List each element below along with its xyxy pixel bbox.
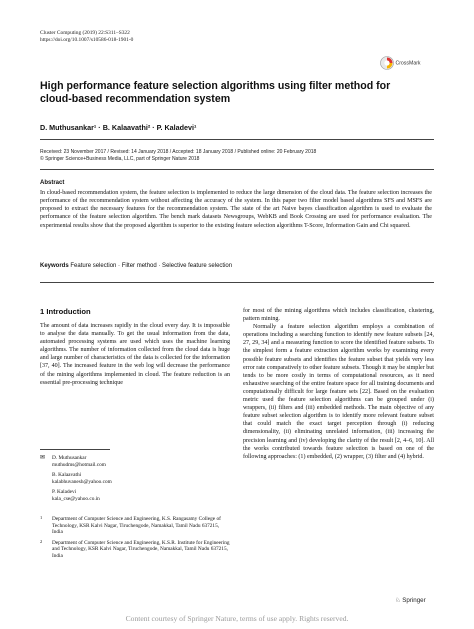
keywords-divider: [40, 282, 434, 283]
author-contact-name: B. Kalaavathi: [52, 472, 82, 479]
keywords-label: Keywords: [40, 263, 69, 269]
abstract-text: In cloud-based recommendation system, the feature selection is implemented to reduce the large dimension of the cloud data. The feature selection increases the performance of the recommendation system without affecting the accuracy of the system. In this paper two filter model based algorithms SFS and MSFS are proposed to extract the necessary features for the recommendation system. The state of the art Naive bayes classification algorithm is used to evaluate the performance of the feature selection algorithm. The bench mark datasets Newsgroups, WebKB and Book Crossing are used for performance evaluation. The experimental results show that the proposed algorithm is superior to the existing feature selection algorithms T-Score, Information Gain and Chi squared.: [40, 190, 432, 229]
affiliation-number: 1: [40, 515, 43, 520]
keywords-text: Feature selection · Filter method · Selective feature selection: [70, 263, 233, 269]
springer-horse-icon: ♘: [395, 597, 401, 604]
keywords-line: [40, 263, 432, 269]
author-contact-name: D. Muthusankar: [52, 455, 87, 461]
section-heading-introduction: 1 Introduction: [40, 307, 91, 316]
author-contact: [40, 455, 230, 468]
abstract-heading: Abstract: [40, 180, 65, 186]
crossmark-icon: [380, 56, 394, 70]
author-contact-name: P. Kaladevi: [52, 489, 77, 496]
publication-dates: Received: 23 November 2017 / Revised: 14 January 2018 / Accepted: 18 January 2018 / Published online: 20 February 2018: [40, 149, 317, 155]
dates-divider: [40, 169, 434, 170]
crossmark-badge[interactable]: [380, 56, 421, 70]
author-contact: [40, 489, 230, 502]
header-divider: [40, 139, 434, 140]
springer-label: Springer: [402, 597, 426, 604]
right-column: [243, 307, 434, 461]
correspondence-block: [40, 455, 230, 507]
envelope-icon: ✉: [40, 455, 46, 461]
doi-link[interactable]: https://doi.org/10.1007/s10586-018-1901-0: [40, 37, 134, 43]
journal-citation: Cluster Computing (2019) 22:S311–S322: [40, 30, 130, 36]
author-contact-email[interactable]: kala_cse@yahoo.co.in: [52, 495, 100, 502]
springer-logo: [395, 597, 426, 604]
author-contact-email[interactable]: kalabhuvanesh@yahoo.com: [52, 478, 112, 485]
author-list: D. Muthusankar¹ · B. Kalaavathi² · P. Kaladevi¹: [40, 123, 197, 132]
affiliation-text: Department of Computer Science and Engineering, K.S. Rangasamy College of Technology, KSR Kalvi Nagar, Tiruchengode, Namakkal, Tamil Nadu 637215, India: [52, 516, 221, 536]
affiliations: [40, 516, 230, 564]
affiliation-text: Department of Computer Science and Engineering, K.S.R. Institute for Engineering and Technology, KSR Kalvi Nagar, Tiruchengode, Namakkal, Tamil Nadu 637215, India: [52, 539, 230, 559]
copyright-line: © Springer Science+Business Media, LLC, part of Springer Nature 2018: [40, 156, 200, 162]
intro-paragraph-2: Normally a feature selection algorithm employs a combination of operations including a searching function to identify new feature subsets [24, 27, 29, 34] and a measuring function to score the identified feature subsets. To the simplest form a feature extraction algorithm works by examining every possible feature subsets and identifies the feature subset that yields very less error rate comparatively to other feature subsets. Though it may be simpler but tends to be more costly in terms of computational resources, as it need exhaustive searching of the entire feature space for all training documents and computationally difficult for large feature sets [22]. Based on the evaluation metric used the feature selection algorithms can be grouped under (i) wrappers, (ii) filters and (iii) embedded methods. The main objective of any feature subset selection algorithm is to identify more relevant feature subset that could match the exact target perception through (i) reducing dimensionality, (ii) eliminating unrelated information, (iii) increasing the precision learning and (iv) developing the clarity of the result [2, 4–6, 10]. All the works contributed towards feature selection is based on one of the following approaches: (1) embedded, (2) wrapper, (3) filter and (4) hybrid.: [243, 324, 434, 460]
intro-paragraph-1: The amount of data increases rapidly in the cloud every day. It is impossible to analyse the data manually. To get the usual information from the data, automated processing systems are used which uses the machine learning algorithms. The number of information collected from the cloud data is huge and large number of characteristics of the data is collected for the information [37, 40]. The increased feature in the web log will decrease the performance of the mining algorithms implemented in cloud. The feature reduction is an essential pre-processing technique: [40, 323, 230, 386]
footnote-rule: [40, 449, 110, 450]
footer-notice: Content courtesy of Springer Nature, terms of use apply. Rights reserved.: [125, 614, 349, 623]
affiliation-number: 2: [40, 538, 43, 544]
paper-title: High performance feature selection algorithms using filter method for cloud-based recommendation system: [40, 80, 391, 105]
intro-paragraph-continued: for most of the mining algorithms which includes classification, clustering, pattern mining.: [243, 308, 434, 323]
affiliation-item: [40, 540, 230, 560]
author-contact-email[interactable]: muthudms@hotmail.com: [52, 461, 106, 468]
affiliation-item: [40, 516, 230, 536]
author-contact: [40, 472, 230, 485]
crossmark-label: CrossMark: [395, 60, 421, 67]
left-column: [40, 322, 230, 387]
